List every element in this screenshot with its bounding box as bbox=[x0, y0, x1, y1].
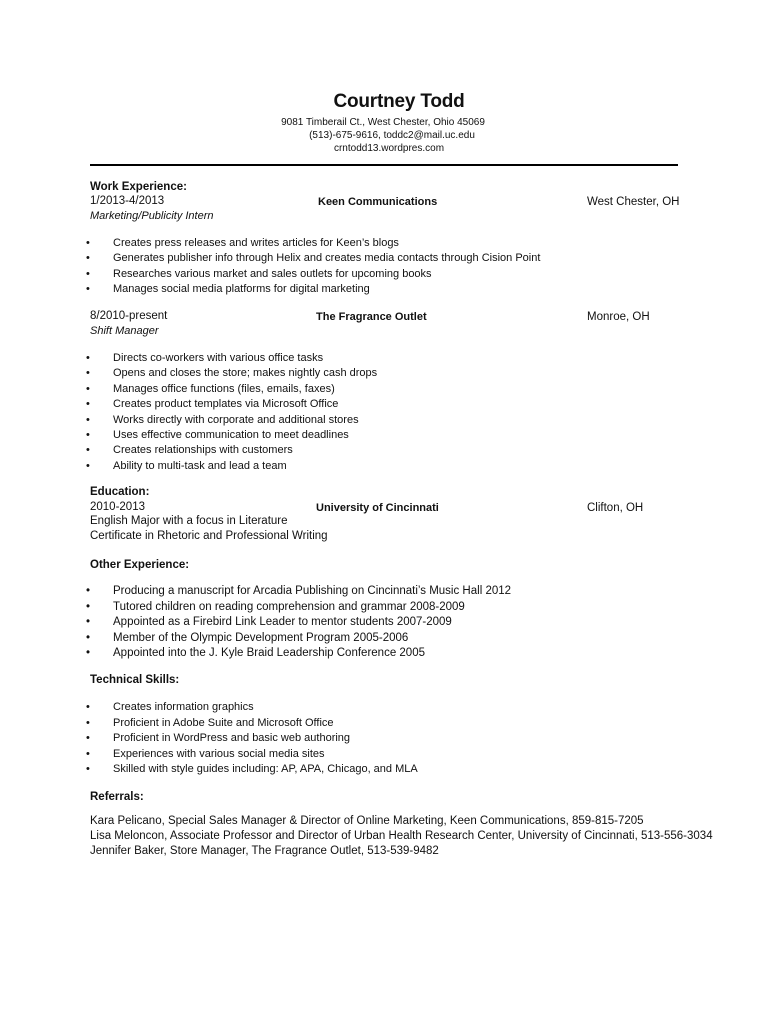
job-1-location: West Chester, OH bbox=[587, 196, 680, 208]
list-item: • Creates information graphics bbox=[86, 701, 418, 717]
referrals-heading: Referrals: bbox=[90, 791, 144, 803]
job-1-dates: 1/2013-4/2013 bbox=[90, 195, 165, 207]
list-item: Jennifer Baker, Store Manager, The Fragrance Outlet, 513-539-9482 bbox=[90, 845, 439, 857]
list-item: • Producing a manuscript for Arcadia Publishing on Cincinnati’s Music Hall 2012 bbox=[86, 585, 511, 601]
education-school: University of Cincinnati bbox=[316, 502, 439, 514]
phone-email: (513)-675-9616, toddc2@mail.uc.edu bbox=[309, 130, 475, 141]
list-item: • Proficient in WordPress and basic web authoring bbox=[86, 732, 418, 748]
job-2-dates: 8/2010-present bbox=[90, 310, 168, 322]
work-experience-heading: Work Experience: bbox=[90, 181, 187, 193]
education-details bbox=[90, 515, 328, 545]
list-item: • Appointed into the J. Kyle Braid Leadership Conference 2005 bbox=[86, 647, 511, 663]
job-2-organization: The Fragrance Outlet bbox=[316, 311, 427, 323]
list-item: Lisa Meloncon, Associate Professor and Director of Urban Health Research Center, University of Cincinnati, 513-556-3034 bbox=[90, 830, 713, 842]
job-1-title: Marketing/Publicity Intern bbox=[90, 210, 214, 222]
other-experience-list bbox=[86, 585, 511, 663]
list-item: • Creates press releases and writes articles for Keen’s blogs bbox=[86, 237, 540, 252]
education-location: Clifton, OH bbox=[587, 502, 644, 514]
list-item: • Generates publisher info through Helix and creates media contacts through Cision Point bbox=[86, 252, 540, 267]
header-divider bbox=[90, 164, 678, 166]
technical-skills-heading: Technical Skills: bbox=[90, 674, 180, 686]
address: 9081 Timberail Ct., West Chester, Ohio 45069 bbox=[281, 117, 485, 128]
list-item: • Skilled with style guides including: AP, APA, Chicago, and MLA bbox=[86, 763, 418, 779]
job-1-duties bbox=[86, 237, 540, 298]
list-item: • Directs co-workers with various office tasks bbox=[86, 352, 377, 367]
list-item: • Proficient in Adobe Suite and Microsoft Office bbox=[86, 717, 418, 733]
job-2-title: Shift Manager bbox=[90, 325, 159, 337]
other-experience-heading: Other Experience: bbox=[90, 559, 190, 571]
list-item: • Manages social media platforms for digital marketing bbox=[86, 283, 540, 298]
list-item: • Opens and closes the store; makes nightly cash drops bbox=[86, 367, 377, 382]
technical-skills-list bbox=[86, 701, 418, 779]
education-heading: Education: bbox=[90, 486, 150, 498]
list-item: Certificate in Rhetoric and Professional Writing bbox=[90, 530, 328, 542]
list-item: • Tutored children on reading comprehension and grammar 2008-2009 bbox=[86, 601, 511, 617]
education-dates: 2010-2013 bbox=[90, 501, 145, 513]
list-item: • Uses effective communication to meet deadlines bbox=[86, 429, 377, 444]
list-item: • Member of the Olympic Development Program 2005-2006 bbox=[86, 632, 511, 648]
website: crntodd13.wordpres.com bbox=[333, 143, 445, 154]
list-item: • Works directly with corporate and additional stores bbox=[86, 414, 377, 429]
referrals-list bbox=[90, 815, 713, 860]
list-item: • Creates product templates via Microsoft Office bbox=[86, 398, 377, 413]
list-item: • Researches various market and sales outlets for upcoming books bbox=[86, 268, 540, 283]
list-item: • Manages office functions (files, emails, faxes) bbox=[86, 383, 377, 398]
job-1-organization: Keen Communications bbox=[318, 196, 438, 208]
list-item: • Ability to multi-task and lead a team bbox=[86, 460, 377, 475]
list-item: Kara Pelicano, Special Sales Manager & Director of Online Marketing, Keen Communications, 859-815-7205 bbox=[90, 815, 644, 827]
list-item: • Creates relationships with customers bbox=[86, 444, 377, 459]
list-item: English Major with a focus in Literature bbox=[90, 515, 288, 527]
job-2-duties bbox=[86, 352, 377, 475]
list-item: • Appointed as a Firebird Link Leader to mentor students 2007-2009 bbox=[86, 616, 511, 632]
job-2-location: Monroe, OH bbox=[587, 311, 650, 323]
candidate-name: Courtney Todd bbox=[333, 91, 465, 112]
list-item: • Experiences with various social media sites bbox=[86, 748, 418, 764]
